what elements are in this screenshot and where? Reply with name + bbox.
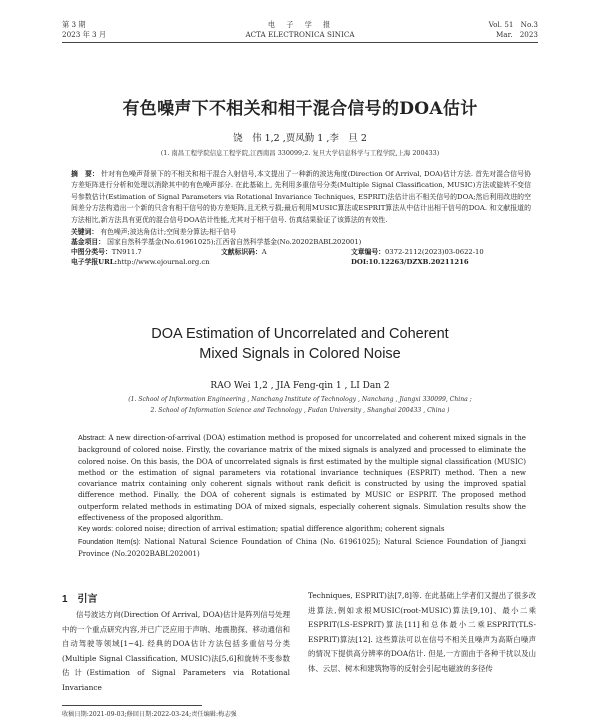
affiliation-en-2: 2. School of Information Science and Technology , Fudan University , Shanghai 200433 , China ) — [150, 407, 450, 414]
fund-en — [78, 536, 526, 560]
header-rule — [62, 42, 538, 43]
fund-cn — [71, 237, 531, 247]
abstract-cn-text: 针对有色噪声背景下的不相关和相干混合入射信号,本文提出了一种新的波达角度(Direction Of Arrival, DOA)估计方法. 首先对混合信号协方差矩阵进行分析和处理以消除其中的有色噪声部分. 在此基础上, 先利用多重信号分类(Multiple Signal Classification, MUSIC)方法或旋转不变信号参数估计(Estimation of Signal Parameters via Rotational Invariance Techniques, ESPRIT)法估计出不相关信号的DOA;然后利用改进的空间差分方法构造出一个新的只含有相干信号的协方差矩阵,且无秩亏损;最后利用MUSIC算法或ESPRIT算法从中估计出相干信号的DOA. 和文献报道的方法相比,新方法具有更优的混合信号DOA估计性能,尤其对于相干信号. 仿真结果验证了该算法的有效性. — [71, 170, 531, 224]
keywords-cn — [71, 227, 531, 237]
authors-en: RAO Wei 1,2 , JIA Feng-qin 1 , LI Dan 2 — [210, 381, 390, 391]
date-en: Mar. 2023 — [495, 30, 538, 39]
affiliation-cn: (1. 南昌工程学院信息工程学院,江西南昌 330099;2. 复旦大学信息科学与工程学院,上海 200433) — [160, 149, 440, 157]
doi-label: DOI: — [351, 258, 369, 267]
volume: Vol. 51 No.3 — [488, 20, 538, 29]
abstract-cn-block — [71, 169, 531, 267]
abstract-en — [78, 432, 526, 523]
footnote: 收稿日期:2021-09-03;修回日期:2022-03-24;责任编辑:梅志强 — [62, 711, 237, 718]
keywords-en — [78, 523, 526, 535]
footnote-rule — [62, 705, 202, 706]
body-right-column: Techniques, ESPRIT)法[7,8]等. 在此基础上学者们又提出了很多改进算法,例如求根MUSIC(root-MUSIC)算法[9,10]、最小二乘ESPRIT(LS-ESPRIT)算法[11]和总体最小二乘ESPRIT(TLS-ESPRIT)算法[12]. 这些算法可以在信号不相关且噪声为高斯白噪声的情况下提供高分辨率的DOA估计. 但是,一方面由于各种干扰以及山体、云层、树木和建筑物等的反射会引起电磁波的多径传 — [308, 591, 536, 673]
title-cn: 有色噪声下不相关和相干混合信号的DOA估计 — [122, 99, 478, 119]
url-label: 电子学报URL: — [71, 258, 118, 267]
code-value: A — [261, 248, 267, 257]
abstract-cn-label: 摘 要： — [71, 170, 99, 178]
journal-url[interactable]: http://www.ejournal.org.cn — [117, 258, 210, 267]
article-label: 文章编号： — [351, 248, 385, 257]
body-left-column: 信号波达方向(Direction Of Arrival, DOA)估计是阵列信号处理中的一个重点研究内容,并已广泛应用于声呐、地震勘探、移动通信和自动驾驶等领域[1~4]. 经典的DOA估计方法包括多重信号分类(Multiple Signal Classification, MUSIC)法[5,6]和旋转不变参数估计(Estimation of Signal Parameters via Rotational Invariance — [62, 610, 290, 692]
fund-en-text: National Natural Science Foundation of China (No. 61961025); Natural Science Foundation of Jiangxi Province (No.20202BABL202001) — [78, 536, 526, 558]
date-cn: 2023 年 3 月 — [62, 30, 107, 39]
doi-value[interactable]: 10.12263/DZXB.20211216 — [368, 258, 469, 267]
abstract-en-label: Abstract: — [78, 434, 106, 442]
article-value: 0372-2112(2023)03-0622-10 — [384, 248, 484, 257]
header-right — [489, 20, 538, 40]
journal-en: ACTA ELECTRONICA SINICA — [245, 30, 355, 39]
authors-cn: 饶 伟 1,2 ,贾凤勤 1 ,李 旦 2 — [233, 133, 367, 144]
section-heading: 1 引言 — [62, 594, 98, 605]
affiliation-en-1: (1. School of Information Engineering , Nanchang Institute of Technology , Nanchang , Jiangxi 330099, China ; — [128, 396, 472, 403]
fund-cn-text: 国家自然科学基金(No.61961025);江西省自然科学基金(No.20202BABL202001) — [107, 238, 362, 247]
classification-row — [71, 247, 531, 257]
keywords-en-text: colored noise; direction of arrival estimation; spatial difference algorithm; coherent signals — [115, 524, 445, 534]
code-label: 文献标识码： — [221, 248, 262, 257]
title-en: DOA Estimation of Uncorrelated and Coherent Mixed Signals in Colored Noise — [151, 326, 449, 362]
abstract-en-block — [78, 432, 526, 559]
issue-cn: 第 3 期 — [62, 20, 86, 29]
keywords-en-label: Key words: — [78, 525, 114, 534]
clc-label: 中图分类号： — [71, 248, 112, 257]
url-row — [71, 257, 531, 267]
abstract-en-text: A new direction-of-arrival (DOA) estimation method is proposed for uncorrelated and coherent mixed signals in the background of colored noise. Firstly, the covariance matrix of the mixed signals is analyzed and processed to eliminate the colored noise. On this basis, the DOA of uncorrelated signals is first estimated by the multiple signal classification (MUSIC) method or the estimation of signal parameters via rotational invariance techniques (ESPRIT) method. Then a new covariance matrix containing only coherent signals without rank deficit is constructed by using the improved spatial difference method. Finally, the DOA of coherent signals is estimated by MUSIC or ESPRIT. The proposed method outperform related methods in estimating DOA of mixed signals, especially coherent signals. Simulation results show the effectiveness of the proposed algorithm. — [78, 433, 526, 523]
keywords-cn-label: 关键词： — [71, 228, 99, 237]
abstract-cn — [71, 169, 531, 226]
fund-en-label: Foundation Item(s): — [78, 537, 141, 546]
fund-cn-label: 基金项目： — [71, 238, 105, 247]
keywords-cn-text: 有色噪声;波达角估计;空间差分算法;相干信号 — [100, 228, 237, 237]
clc-value: TN911.7 — [111, 248, 142, 257]
journal-cn: 电 子 学 报 — [267, 20, 333, 29]
